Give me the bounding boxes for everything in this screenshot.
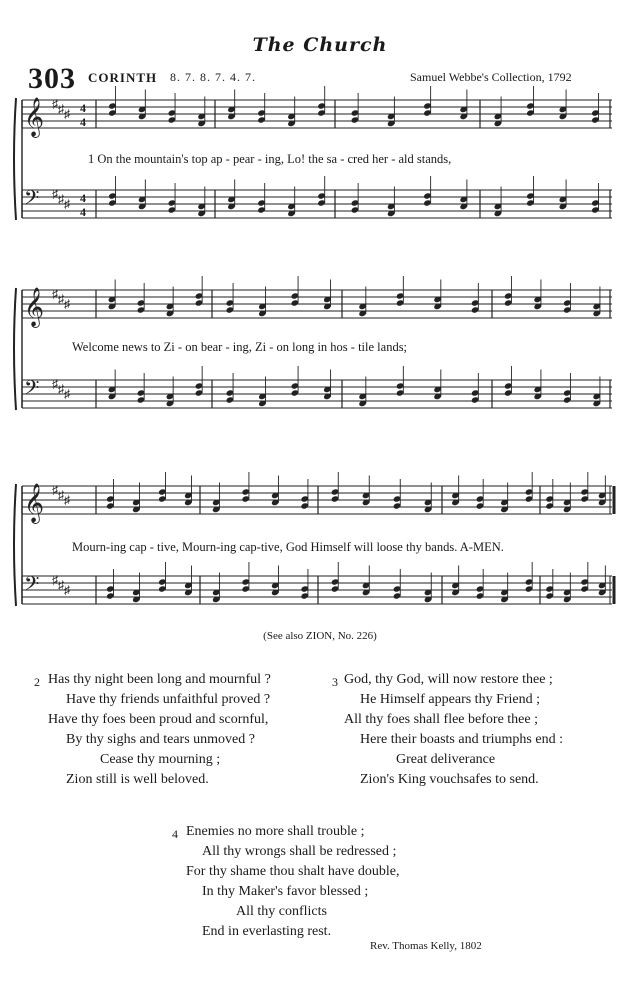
bass-clef-icon: 𝄢 xyxy=(24,376,40,404)
tune-name: CORINTH xyxy=(88,70,158,85)
sharp-icon: ♯ xyxy=(52,97,58,111)
verse-number: 2 xyxy=(34,675,40,689)
section-title: The Church xyxy=(252,34,388,56)
sharp-icon: ♯ xyxy=(58,102,64,116)
sharp-icon: ♯ xyxy=(64,297,70,311)
verse-line: He Himself appears thy Friend ; xyxy=(360,692,541,707)
treble-clef-icon: 𝄞 xyxy=(24,97,45,137)
verse-line: Zion's King vouchsafes to send. xyxy=(360,772,539,787)
sharp-icon: ♯ xyxy=(64,493,70,507)
verse-number: 4 xyxy=(172,827,178,841)
verse-line: By thy sighs and tears unmoved ? xyxy=(66,732,255,747)
verse-line: End in everlasting rest. xyxy=(202,924,332,939)
verse-line: All thy foes shall flee before thee ; xyxy=(344,712,538,727)
bass-clef-icon: 𝄢 xyxy=(24,186,40,214)
hymn-number: 303 xyxy=(28,62,76,95)
sharp-icon: ♯ xyxy=(58,192,64,206)
verse-number: 3 xyxy=(332,675,338,689)
sharp-icon: ♯ xyxy=(52,187,58,201)
treble-clef-icon: 𝄞 xyxy=(24,287,45,327)
verse-line: All thy wrongs shall be redressed ; xyxy=(202,844,397,859)
tune-source: Samuel Webbe's Collection, 1792 xyxy=(410,70,572,84)
sharp-icon: ♯ xyxy=(52,483,58,497)
verse-line: Zion still is well beloved. xyxy=(66,772,209,787)
svg-text:4: 4 xyxy=(80,115,86,129)
sharp-icon: ♯ xyxy=(58,578,64,592)
sharp-icon: ♯ xyxy=(58,382,64,396)
verse-3 xyxy=(332,670,563,790)
music-system-2 xyxy=(0,282,640,432)
verse-line: Great deliverance xyxy=(396,752,496,767)
verse-line: Has thy night been long and mournful ? xyxy=(48,672,271,687)
verse-line: God, thy God, will now restore thee ; xyxy=(344,672,553,687)
sharp-icon: ♯ xyxy=(52,573,58,587)
verse-line: Enemies no more shall trouble ; xyxy=(186,824,365,839)
sharp-icon: ♯ xyxy=(64,387,70,401)
lyric-line-1: 1 On the mountain's top ap - pear - ing, Lo! the sa - cred her - ald stands, xyxy=(88,152,452,166)
svg-text:4: 4 xyxy=(80,101,86,115)
verse-4 xyxy=(172,822,400,942)
sharp-icon: ♯ xyxy=(64,583,70,597)
see-also-note: (See also ZION, No. 226) xyxy=(263,630,377,642)
verse-line: All thy conflicts xyxy=(236,904,327,919)
music-system-1 xyxy=(0,92,640,242)
lyric-line-3: Mourn-ing cap - tive, Mourn-ing cap-tive, God Himself will loose thy bands. A-MEN. xyxy=(72,540,504,554)
verse-line: For thy shame thou shalt have double, xyxy=(186,864,400,879)
verse-line: Cease thy mourning ; xyxy=(100,752,221,767)
svg-text:4: 4 xyxy=(80,191,86,205)
verse-line: In thy Maker's favor blessed ; xyxy=(202,884,369,899)
bass-clef-icon: 𝄢 xyxy=(24,572,40,600)
verse-line: Have thy foes been proud and scornful, xyxy=(48,712,269,727)
sharp-icon: ♯ xyxy=(52,287,58,301)
sharp-icon: ♯ xyxy=(58,488,64,502)
sharp-icon: ♯ xyxy=(64,107,70,121)
sharp-icon: ♯ xyxy=(64,197,70,211)
author-credit: Rev. Thomas Kelly, 1802 xyxy=(370,940,482,952)
svg-text:4: 4 xyxy=(80,205,86,219)
verse-2 xyxy=(34,670,271,790)
meter: 8. 7. 8. 7. 4. 7. xyxy=(170,70,256,84)
sharp-icon: ♯ xyxy=(52,377,58,391)
treble-clef-icon: 𝄞 xyxy=(24,483,45,523)
verse-line: Here their boasts and triumphs end : xyxy=(360,732,563,747)
sharp-icon: ♯ xyxy=(58,292,64,306)
lyric-line-2: Welcome news to Zi - on bear - ing, Zi - on long in hos - tile lands; xyxy=(72,340,408,354)
verse-line: Have thy friends unfaithful proved ? xyxy=(66,692,271,707)
